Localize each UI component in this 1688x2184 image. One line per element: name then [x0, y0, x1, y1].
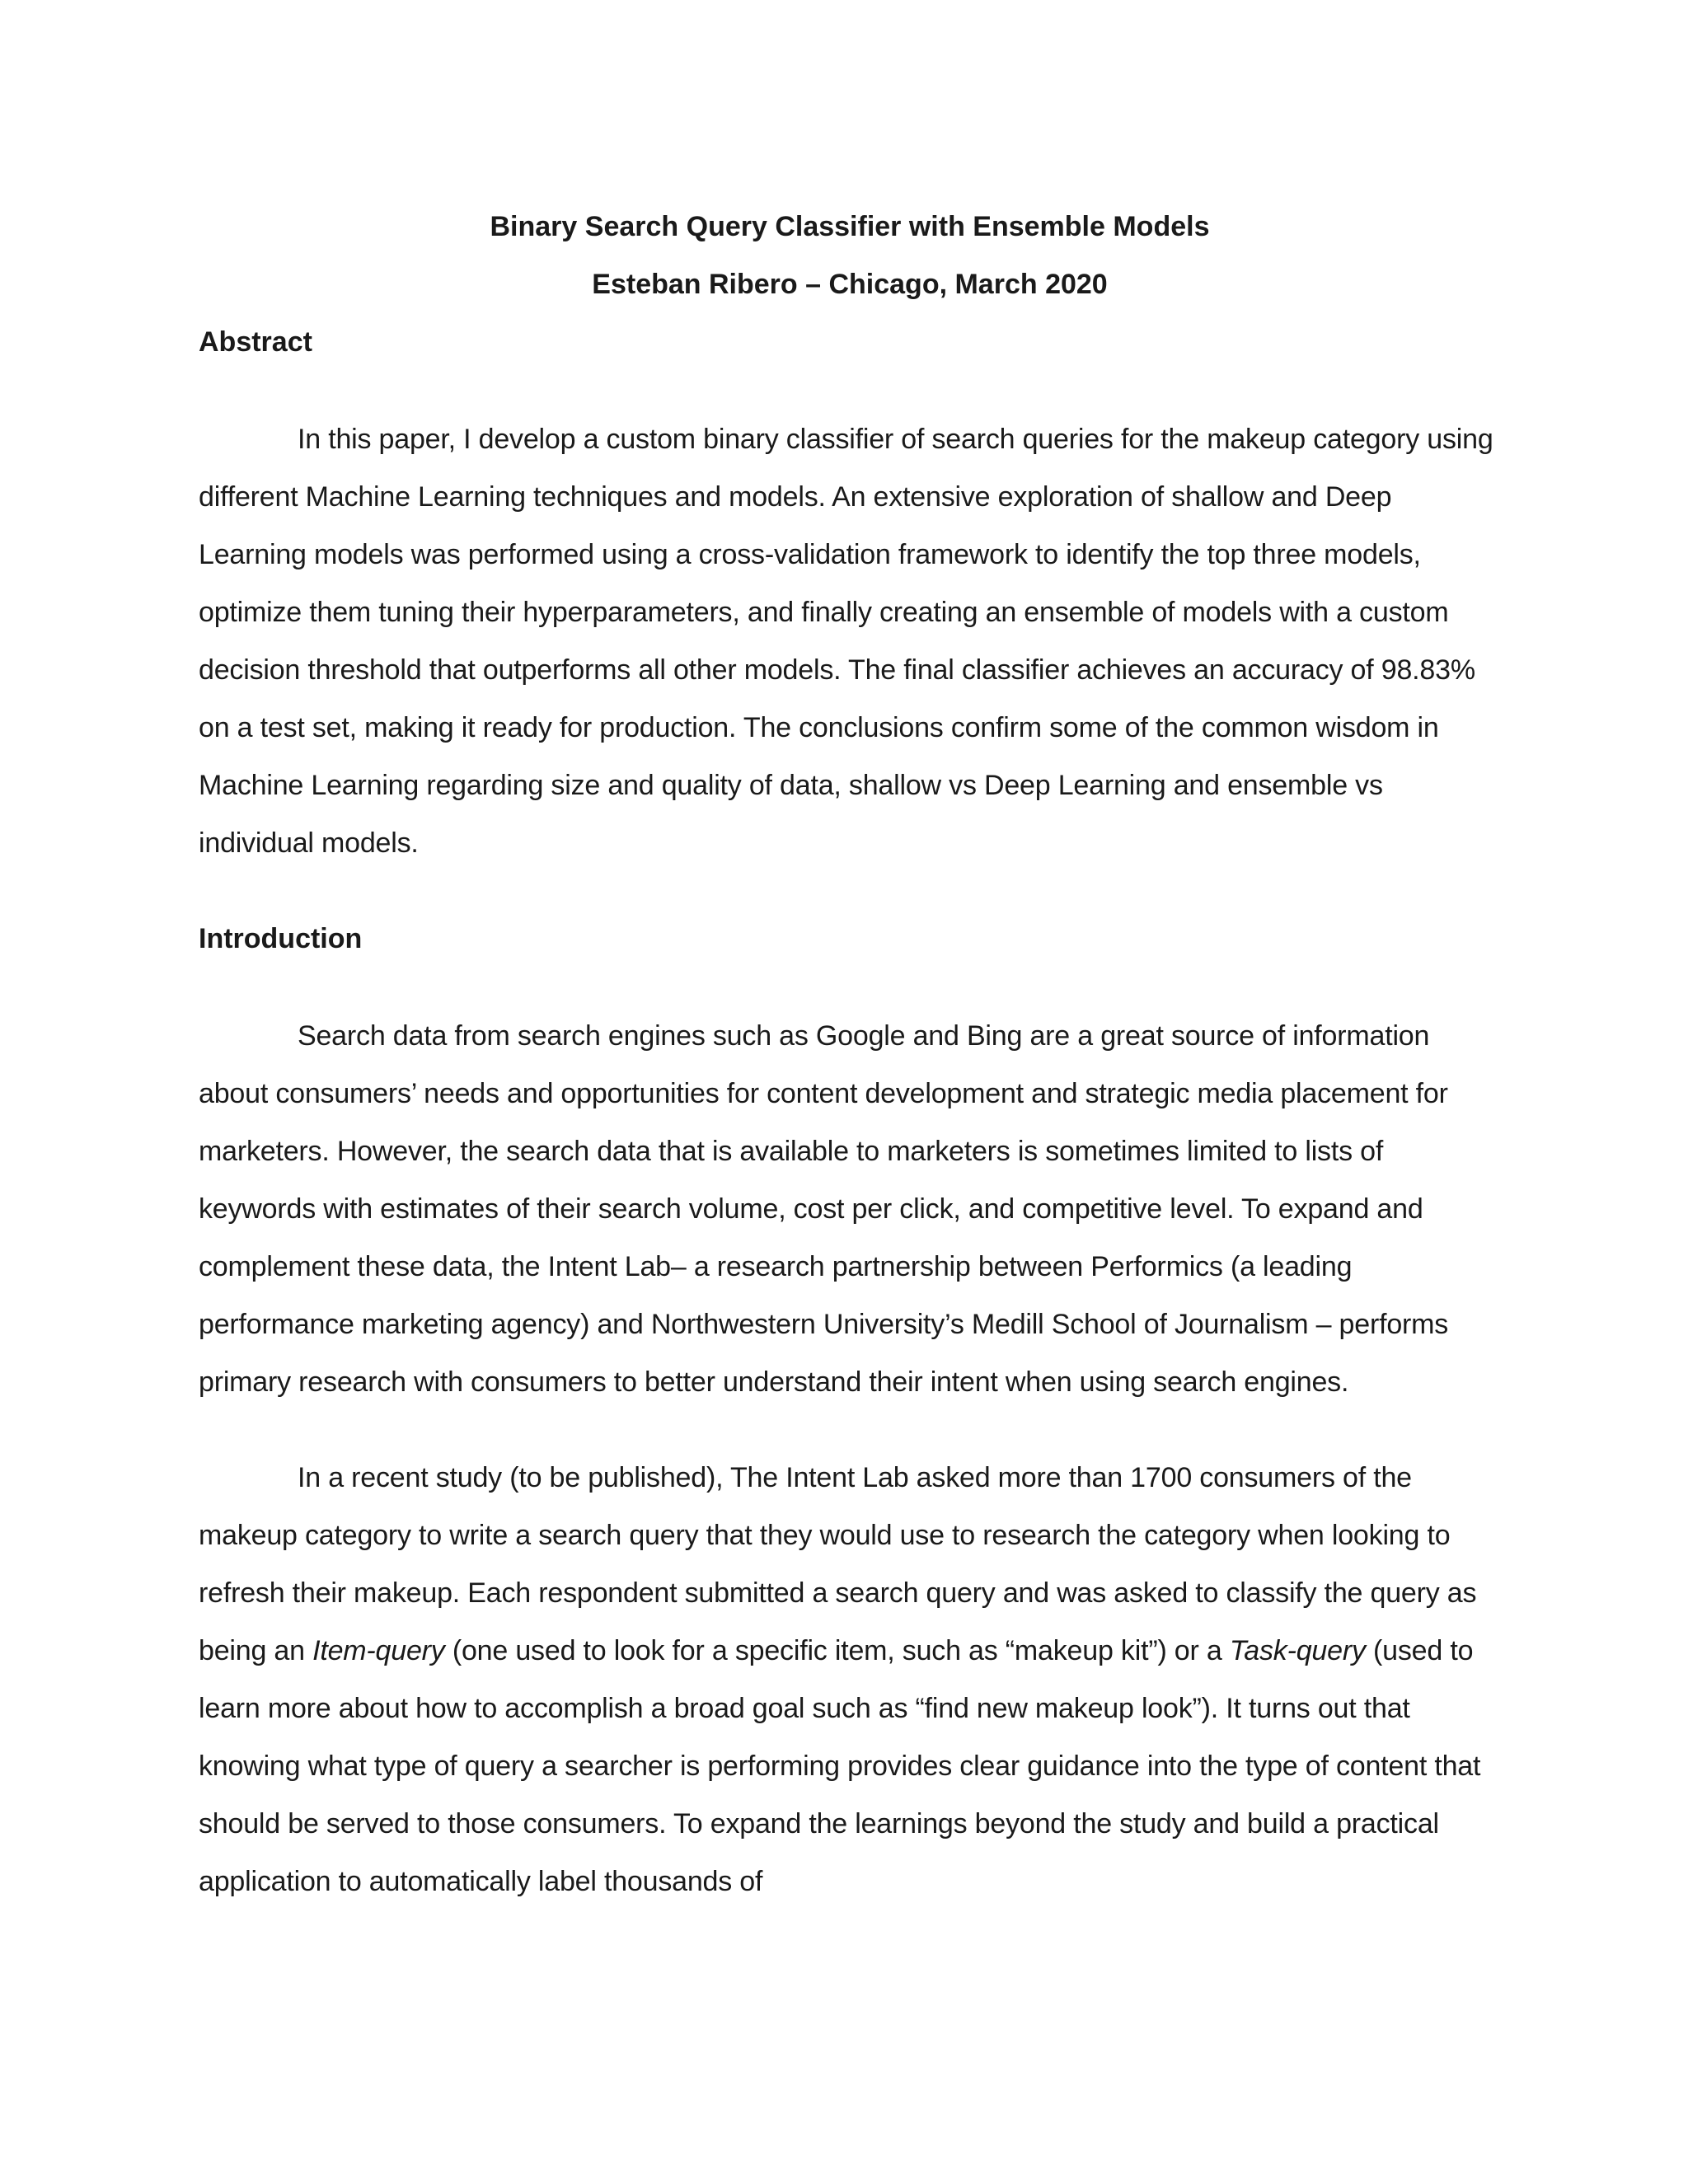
introduction-paragraph-1: Search data from search engines such as Google and Bing are a great source of information about consumers’ needs and opportunities for content development and strategic media placement for marketers. However, the search data that is available to marketers is sometimes limited to lists of keywords with estimates of their search volume, cost per click, and competitive level. To expand and complement these data, the Intent Lab– a research partnership between Performics (a leading performance marketing agency) and Northwestern University’s Medill School of Journalism – performs primary research with consumers to better understand their intent when using search engines.	[199, 1020, 1449, 1398]
paper-title: Binary Search Query Classifier with Ensemble Models	[490, 211, 1210, 242]
introduction-heading: Introduction	[199, 923, 363, 954]
author-line: Esteban Ribero – Chicago, March 2020	[592, 269, 1108, 300]
paragraph-2-text-part-2: (one used to look for a specific item, such as “makeup kit”) or a	[444, 1635, 1230, 1666]
paragraph-2-text-part-3: (used to learn more about how to accomplish a broad goal such as “find new makeup look”). It turns out that knowing what type of query a searcher is performing provides clear guidance into the type of content that should be served to those consumers. To expand the learnings beyond the study and build a practical application to automatically label thousands of	[199, 1635, 1481, 1897]
introduction-paragraph-2	[199, 1449, 1501, 1910]
spacer	[199, 872, 1501, 910]
task-query-term: Task-query	[1229, 1635, 1366, 1666]
abstract-paragraph: In this paper, I develop a custom binary classifier of search queries for the makeup category using different Machine Learning techniques and models. An extensive exploration of shallow and Deep Learning models was performed using a cross-validation framework to identify the top three models, optimize them tuning their hyperparameters, and finally creating an ensemble of models with a custom decision threshold that outperforms all other models. The final classifier achieves an accuracy of 98.83% on a test set, making it ready for production. The conclusions confirm some of the common wisdom in Machine Learning regarding size and quality of data, shallow vs Deep Learning and ensemble vs individual models.	[199, 424, 1493, 859]
page-content	[199, 198, 1501, 1910]
spacer	[199, 371, 1501, 410]
spacer	[199, 968, 1501, 1007]
paragraph-2-text-part-1: In a recent study (to be published), The Intent Lab asked more than 1700 consumers of the makeup category to write a search query that they would use to research the category when looking to refresh their makeup. Each respondent submitted a search query and was asked to classify the query as being an	[199, 1462, 1477, 1666]
item-query-term: Item-query	[312, 1635, 445, 1666]
abstract-heading: Abstract	[199, 326, 312, 358]
spacer	[199, 1411, 1501, 1449]
